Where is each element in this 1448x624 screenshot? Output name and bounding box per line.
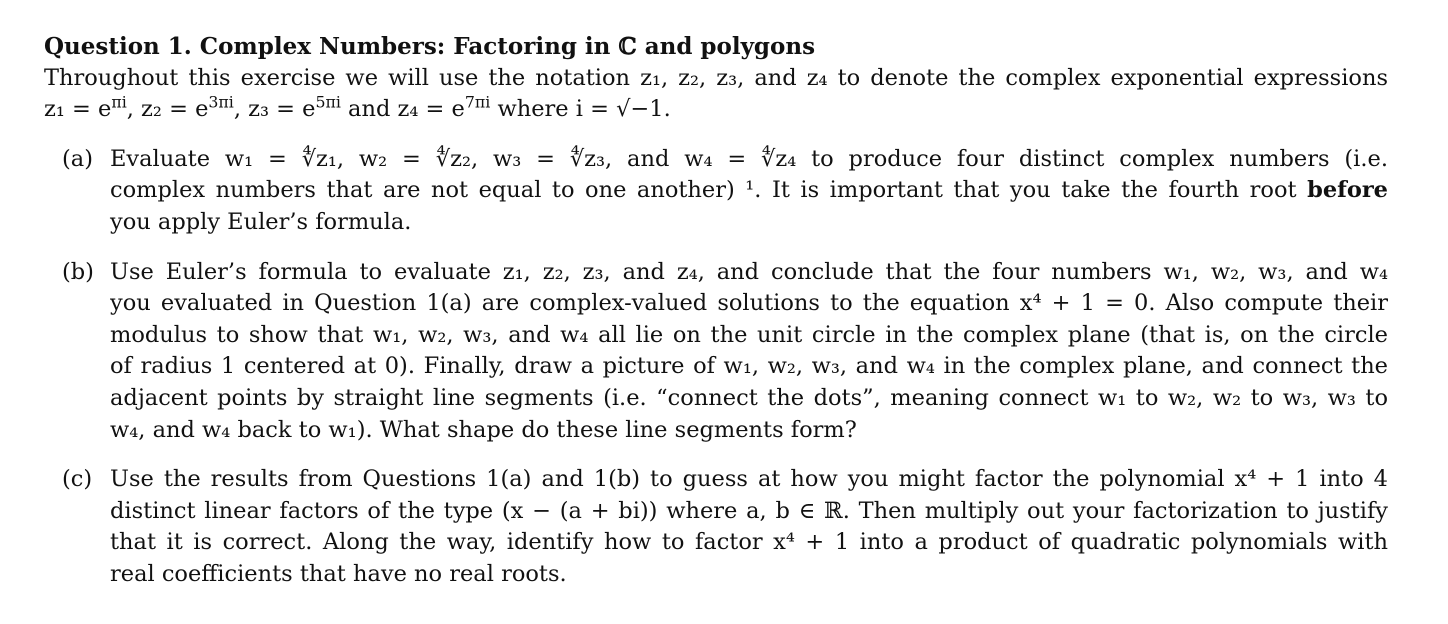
part-b-line-2: you evaluated in Question 1(a) are complex-valued solutions to the equation x⁴ + 1 = 0. Also compute their	[110, 290, 1388, 317]
part-b-line-4: of radius 1 centered at 0). Finally, draw a picture of w₁, w₂, w₃, and w₄ in the complex plane, and connect the	[110, 353, 1388, 380]
part-b-line-5: adjacent points by straight line segments (i.e. “connect the dots”, meaning connect w₁ to w₂, w₂ to w₃, w₃ to	[110, 384, 1388, 411]
question-title: Question 1. Complex Numbers: Factoring in ℂ and polygons	[44, 33, 816, 60]
part-a-line-2: complex numbers that are not equal to one another) ¹. It is important that you take the fourth root before	[110, 177, 1388, 204]
part-c-line-4: real coefficients that have no real roots.	[110, 560, 567, 587]
part-c-line-1: Use the results from Questions 1(a) and 1(b) to guess at how you might factor the polynomial x⁴ + 1 into 4	[110, 466, 1388, 493]
part-c-label: (c)	[62, 466, 93, 493]
part-b-line-1: Use Euler’s formula to evaluate z₁, z₂, z₃, and z₄, and conclude that the four numbers w₁, w₂, w₃, and w₄	[110, 258, 1388, 285]
part-a	[44, 144, 1388, 239]
part-b-line-3: modulus to show that w₁, w₂, w₃, and w₄ all lie on the unit circle in the complex plane (that is, on the circle	[110, 321, 1388, 348]
part-c-line-2: distinct linear factors of the type (x − (a + bi)) where a, b ∈ ℝ. Then multiply out your factorization to justify	[110, 497, 1388, 524]
document	[44, 31, 1388, 591]
part-a-line-3: you apply Euler’s formula.	[110, 208, 412, 235]
intro-line-2: $z_1 = e^{\pi i}$, $z_2 = e^{3\pi i}$, $z_3 = e^{5\pi i}$ and $z_4 = e^{7\pi i}$ where i = √−1.	[44, 92, 671, 123]
part-c-line-3: that it is correct. Along the way, identify how to factor x⁴ + 1 into a product of quadratic polynomials with	[110, 529, 1388, 556]
part-b	[44, 257, 1388, 447]
part-b-label: (b)	[62, 258, 94, 285]
part-c	[44, 464, 1388, 590]
intro-line-1: Throughout this exercise we will use the notation z₁, z₂, z₃, and z₄ to denote the complex exponential expressions	[44, 64, 1388, 91]
part-a-line-1: Evaluate w₁ = ∜z₁, w₂ = ∜z₂, w₃ = ∜z₃, and w₄ = ∜z₄ to produce four distinct complex numbers (i.e.	[110, 145, 1388, 172]
part-b-line-6: w₄, and w₄ back to w₁). What shape do these line segments form?	[110, 416, 857, 443]
part-a-label: (a)	[62, 145, 93, 172]
